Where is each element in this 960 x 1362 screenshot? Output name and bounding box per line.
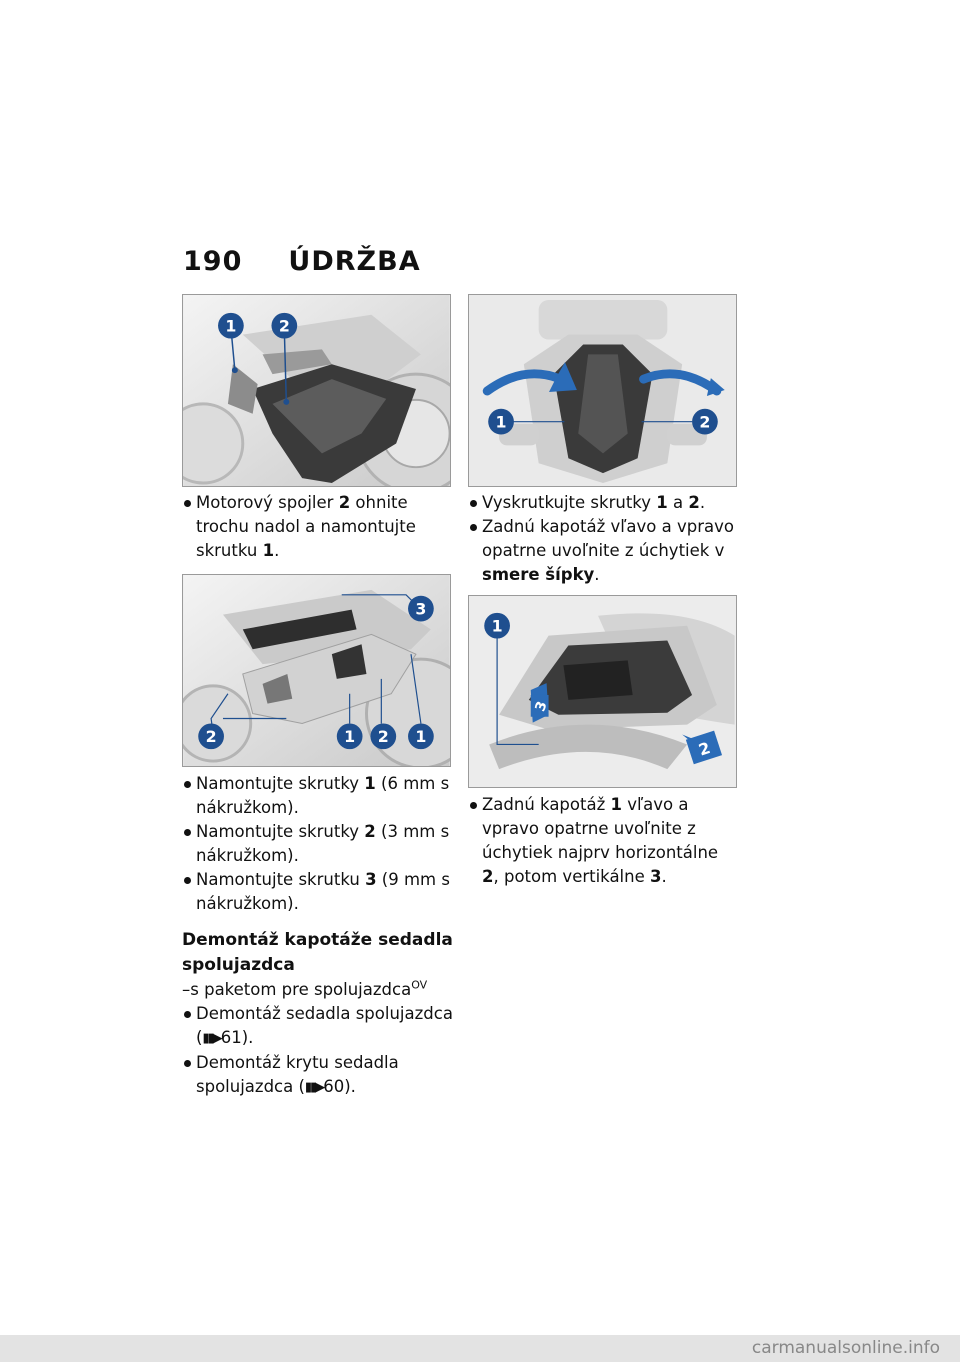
rear-fairing-removal-illustration [469,596,736,787]
svg-text:1: 1 [415,727,427,747]
svg-text:2: 2 [696,738,713,760]
callout-2 [271,313,297,339]
svg-text:1: 1 [495,412,507,432]
footer-watermark [0,1335,960,1362]
right-text-block-1 [468,491,740,587]
chapter-title: ÚDRŽBA [288,246,421,277]
step-screws-1: Namontujte skrutky 1 (6 mm s nákružkom). [182,772,454,820]
callout-1 [484,613,510,639]
step-release-fairing: Zadnú kapotáž vľavo a vpravo opatrne uvoľnite z úchytiek v smere šípky. [468,515,740,587]
right-text-block-2 [468,793,740,889]
engine-spoiler-illustration [183,295,450,486]
page-header [183,246,421,277]
step-remove-seat: Demontáž sedadla spolujazdca (▮▮▶61). [182,1002,454,1051]
svg-text:2: 2 [377,727,389,747]
callout-1 [488,409,514,435]
svg-text:1: 1 [344,727,356,747]
left-text-block-1 [182,491,454,563]
svg-text:1: 1 [491,616,503,636]
step-release-fairing-sequence: Zadnú kapotáž 1 vľavo a vpravo opatrne uvoľnite z úchytiek najprv horizontálne 2, potom vertikálne 3. [468,793,740,889]
footer-link[interactable]: carmanualsonline.info [751,1338,940,1358]
page-ref-arrow-icon: ▮▮▶ [304,1080,324,1095]
step-screw-3: Namontujte skrutku 3 (9 mm s nákružkom). [182,868,454,916]
svg-text:1: 1 [225,316,237,336]
svg-text:2: 2 [205,727,217,747]
rear-fairing-illustration [469,295,736,486]
step-screws-2: Namontujte skrutky 2 (3 mm s nákružkom). [182,820,454,868]
callout-3 [408,596,434,622]
svg-text:3: 3 [415,599,427,619]
figure-side-fairing [182,574,451,767]
callout-2 [692,409,718,435]
condition-line: –s paketom pre spolujazdca$^{OV}$ [182,978,428,999]
section-heading: Demontáž kapotáže sedadla spolujazdca [182,930,453,975]
step-unscrew: Vyskrutkujte skrutky 1 a 2. [468,491,740,515]
callout-3-arrow-label [531,695,551,717]
step-bend-spoiler: Motorový spojler 2 ohnite trochu nadol a namontujte skrutku 1. [182,491,454,563]
callout-2-left [198,723,224,749]
page-number: 190 [183,246,243,277]
callout-1-mid [337,723,363,749]
figure-rear-fairing [468,294,737,487]
svg-text:2: 2 [278,316,290,336]
step-remove-seat-cover: Demontáž krytu sedadla spolujazdca (▮▮▶60). [182,1051,454,1100]
side-fairing-illustration [183,575,450,766]
figure-engine-spoiler [182,294,451,487]
figure-rear-fairing-removal [468,595,737,788]
svg-text:3: 3 [532,699,551,714]
page-ref-arrow-icon: ▮▮▶ [202,1031,221,1046]
callout-1-right [408,723,434,749]
svg-text:2: 2 [699,412,711,432]
callout-1 [218,313,244,339]
left-text-block-2 [182,772,454,1100]
callout-2-right [370,723,396,749]
